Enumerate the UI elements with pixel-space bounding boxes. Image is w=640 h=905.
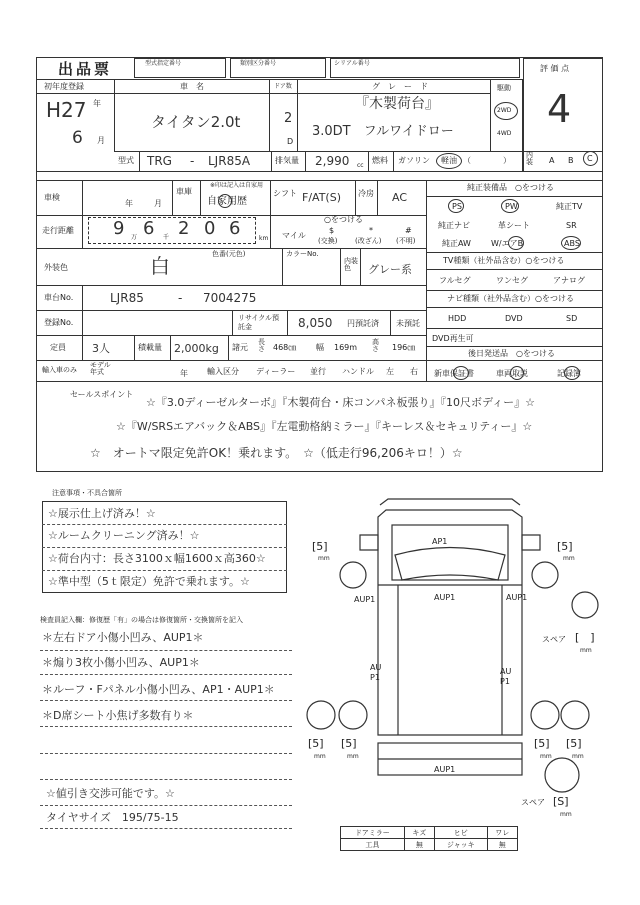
load-label: 積載量 xyxy=(138,343,162,352)
color-no-label: カラーNo. xyxy=(286,250,319,258)
mileage-digit: 9 xyxy=(113,218,125,239)
tire-rear-left-inner-icon xyxy=(339,701,367,729)
accessory-item: 記録簿 xyxy=(557,369,581,378)
import-class-label: 輸入区分 xyxy=(207,367,239,376)
mm-unit: mm xyxy=(580,647,592,654)
model-year-label: モデル年式 xyxy=(90,361,111,376)
capacity-label: 定員 xyxy=(50,343,66,352)
type-dash: - xyxy=(190,154,195,168)
chassis-prefix: LJR85 xyxy=(110,291,144,305)
first-reg-year: H27 xyxy=(46,98,87,122)
equip-item: PS xyxy=(452,202,462,211)
tire-rear-right-icon xyxy=(561,701,589,729)
damage-aup1-center: AUP1 xyxy=(434,593,456,602)
ac-value: AC xyxy=(392,191,408,204)
garage-label: 車庫 xyxy=(176,187,192,196)
damage-aup1-side-right: AU P1 xyxy=(500,667,512,686)
dealer-option: ディーラー xyxy=(256,367,296,376)
load-value: 2,000kg xyxy=(174,342,219,355)
mm-unit: mm xyxy=(318,555,330,562)
parallel-option: 並行 xyxy=(310,367,326,376)
mileage-digit: 6 xyxy=(143,218,155,239)
month-unit: 月 xyxy=(97,136,105,145)
equip-item: ABS xyxy=(564,239,580,248)
mm-unit: mm xyxy=(314,753,326,760)
first-reg-label: 初年度登録 xyxy=(44,82,84,91)
grade-label: グ レ ー ド xyxy=(372,82,428,91)
equip-item: W/エアB xyxy=(491,239,524,248)
tire-front-right-icon xyxy=(532,562,558,588)
mm-unit: mm xyxy=(563,555,575,562)
table-header: ワレ xyxy=(487,827,517,839)
fuel-diesel: 軽油 xyxy=(441,156,457,165)
accessory-item: 車両取説 xyxy=(496,369,528,378)
mileage-digit: 6 xyxy=(229,218,241,239)
model-year-unit: 年 xyxy=(180,369,188,378)
capacity-value: 3人 xyxy=(92,342,110,355)
table-cell: ジャッキ xyxy=(434,839,487,851)
fuel-gasoline: ガソリン xyxy=(398,156,430,165)
handle-label: ハンドル xyxy=(342,367,374,376)
accessories-label: 後日発送品 ○をつける xyxy=(468,349,555,358)
height-value: 196㎝ xyxy=(392,343,416,352)
inspector-line: ＊ルーフ・Fパネル小傷小凹み、AP1・AUP1＊ xyxy=(42,683,275,696)
door-sub: D xyxy=(287,137,294,146)
table-header: ドアミラー xyxy=(341,827,405,839)
type-code2: LJR85A xyxy=(208,154,251,168)
serial-label: シリアル番号 xyxy=(334,60,370,67)
man-unit: 万 xyxy=(131,234,138,241)
drive-4wd: 4WD xyxy=(497,130,512,137)
damage-aup1-side-left: AU P1 xyxy=(370,663,382,682)
table-header: ヒビ xyxy=(434,827,487,839)
shift-label: シフト xyxy=(273,189,297,198)
drive-2wd: 2WD xyxy=(497,107,512,114)
mark-exchange: (交換) xyxy=(318,237,338,245)
dims-label: 諸元 xyxy=(232,343,248,352)
model-code-label: 型式指定番号 xyxy=(145,60,182,67)
spare-label-top: スペア xyxy=(542,635,566,644)
import-label: 輸入車のみ xyxy=(42,366,77,374)
inspector-line: ＊D席シート小焦げ多数有り＊ xyxy=(42,709,194,722)
equip-item: 純正TV xyxy=(556,202,583,211)
spare-label-bottom: スペア xyxy=(521,798,545,807)
mm-unit: mm xyxy=(540,753,552,760)
fuel-other: （ ） xyxy=(463,156,511,165)
garage-value: 自家用歴 xyxy=(207,196,247,207)
tire-value-front-left: [5] xyxy=(312,540,328,553)
car-name-label: 車 名 xyxy=(180,82,204,91)
sales-label: セールスポイント xyxy=(70,390,134,399)
shift-value: F/AT(S) xyxy=(302,191,341,204)
interior-c: C xyxy=(587,154,593,163)
year-unit: 年 xyxy=(93,99,101,108)
damage-aup1-right: AUP1 xyxy=(506,593,528,602)
fuel-label: 燃料 xyxy=(372,156,388,165)
color-name-label: 色番(元色) xyxy=(212,250,246,258)
navi-type: SD xyxy=(566,314,578,323)
table-cell: 無 xyxy=(404,839,434,851)
ac-label: 冷房 xyxy=(358,189,374,198)
sales-line: ☆『3.0ディーゼルターボ』『木製荷台・床コンパネ板張り』『10尺ボディー』☆ xyxy=(146,396,536,409)
notes-line: ☆展示仕上げ済み！☆ xyxy=(48,507,156,520)
damage-aup1-bottom: AUP1 xyxy=(434,765,456,774)
tv-type: ワンセグ xyxy=(496,276,528,285)
mileage-digit: 0 xyxy=(204,218,216,239)
chassis-number: 7004275 xyxy=(203,291,257,305)
cc-unit: cc xyxy=(357,162,364,169)
equip-item: SR xyxy=(566,221,577,230)
tire-value-rear-right-outer: [5] xyxy=(566,737,582,750)
tire-value-front-right: [5] xyxy=(557,540,573,553)
accessory-item: 新車保証書 xyxy=(434,369,474,378)
interior-a: A xyxy=(549,156,555,165)
interior-color-label: 内装色 xyxy=(344,257,358,272)
tv-label: TV種類（社外品含む）○をつける xyxy=(443,256,565,265)
chassis-label: 車台No. xyxy=(44,293,74,302)
tire-value-rear-right-inner: [5] xyxy=(534,737,550,750)
spare-tire-bottom-icon xyxy=(545,758,579,792)
color-value: 白 xyxy=(150,254,170,278)
mark-altered-sym: * xyxy=(369,226,373,235)
class-label: 類別区分番号 xyxy=(240,60,277,67)
inspector-line: タイヤサイズ 195/75-15 xyxy=(46,811,179,824)
interior-b: B xyxy=(568,156,574,165)
navi-label: ナビ種類（社外品含む）○をつける xyxy=(447,294,574,303)
notes-label: 注意事項・不具合箇所 xyxy=(52,489,122,497)
form-title: 出品票 xyxy=(58,60,113,78)
spare-value-bottom: [S] xyxy=(553,795,569,808)
first-reg-month: 6 xyxy=(72,128,83,148)
inspector-line: ＊左右ドア小傷小凹み、AUP1＊ xyxy=(42,631,204,644)
notes-line: ☆荷台内寸：長さ3100ｘ幅1600ｘ高360☆ xyxy=(48,552,266,565)
tire-value-rear-left-outer: [5] xyxy=(308,737,324,750)
car-name: タイタン2.0t xyxy=(151,113,241,131)
inspector-line: ＊煽り3枚小傷小凹み、AUP1＊ xyxy=(42,656,200,669)
km-unit: km xyxy=(259,235,269,242)
tire-front-left-icon xyxy=(340,562,366,588)
notes-line: ☆ルームクリーニング済み！☆ xyxy=(48,529,200,542)
mileage-digit: 2 xyxy=(178,218,190,239)
width-value: 169m xyxy=(334,343,358,352)
score-label: 評 価 点 xyxy=(540,64,570,73)
notes-line: ☆準中型（5ｔ限定）免許で乗れます。☆ xyxy=(48,575,250,588)
garage-note: ※印は記入は自家用 xyxy=(210,182,264,189)
equip-item: 純正AW xyxy=(442,239,471,248)
inspector-label: 検査員記入欄：修復歴「有」の場合は修復箇所・交換箇所を記入 xyxy=(40,616,243,624)
plate-label: 登録No. xyxy=(44,318,74,327)
color-label: 外装色 xyxy=(44,263,68,272)
mile-label: マイル xyxy=(282,231,306,240)
interior-label: 内装 xyxy=(526,151,533,166)
inspection-label: 車検 xyxy=(44,193,60,202)
sales-line: ☆ オートマ限定免許OK！乗れます。 ☆（低走行96,206キロ！）☆ xyxy=(90,446,463,460)
navi-type: DVD xyxy=(505,314,523,323)
mark-unknown: (不明) xyxy=(396,237,416,245)
navi-type: HDD xyxy=(448,314,467,323)
tire-rear-right-inner-icon xyxy=(531,701,559,729)
interior-color-value: グレー系 xyxy=(368,263,412,276)
table-cell: 工具 xyxy=(341,839,405,851)
type-label: 型式 xyxy=(118,156,134,165)
displacement-label: 排気量 xyxy=(275,156,299,165)
recycle-none: 未預託 xyxy=(396,319,420,328)
damage-aup1-left: AUP1 xyxy=(354,595,376,604)
equipment-label: 純正装備品 ○をつける xyxy=(467,183,554,192)
mark-exchange-sym: $ xyxy=(329,226,335,235)
handle-left: 左 xyxy=(386,367,394,376)
mm-unit: mm xyxy=(572,753,584,760)
sen-unit: 千 xyxy=(163,234,170,241)
height-label: 高さ xyxy=(372,338,379,353)
mileage-label: 走行距離 xyxy=(42,226,74,235)
inspection-year: 年 xyxy=(125,199,133,208)
mark-altered: (改ざん) xyxy=(355,237,382,245)
equip-item: 純正ナビ xyxy=(438,221,470,230)
tools-table xyxy=(340,826,518,851)
dvd-label: DVD再生可 xyxy=(432,334,474,343)
length-label: 長さ xyxy=(258,338,265,353)
spare-tire-top-icon xyxy=(572,592,598,618)
recycle-label: リサイクル預託金 xyxy=(238,314,280,331)
mark-unknown-sym: # xyxy=(405,226,412,235)
width-label: 幅 xyxy=(316,343,324,352)
doors-label: ドア数 xyxy=(274,83,292,90)
tire-value-rear-left-inner: [5] xyxy=(341,737,357,750)
tire-rear-left-icon xyxy=(307,701,335,729)
equip-item: 革シート xyxy=(498,221,530,230)
spare-value-top: [ ] xyxy=(575,631,595,644)
mark-note: ○をつける xyxy=(324,215,363,224)
length-value: 468㎝ xyxy=(273,343,297,352)
equip-item: PW xyxy=(505,202,518,211)
chassis-dash: - xyxy=(178,291,183,305)
inspector-line: ☆値引き交渉可能です。☆ xyxy=(46,787,175,800)
displacement-value: 2,990 xyxy=(315,154,350,168)
damage-ap1: AP1 xyxy=(432,537,448,546)
sales-line: ☆『W/SRSエアバック＆ABS』『左電動格納ミラー』『キーレス＆セキュリティー』☆ xyxy=(116,420,533,433)
grade-line2: 3.0DT フルワイドロー xyxy=(312,124,454,139)
tv-type: アナログ xyxy=(553,276,585,285)
doors-value: 2 xyxy=(284,111,293,126)
handle-right: 右 xyxy=(410,367,418,376)
type-code1: TRG xyxy=(147,154,172,168)
drive-label: 駆動 xyxy=(497,84,511,92)
mm-unit: mm xyxy=(347,753,359,760)
mm-unit: mm xyxy=(560,811,572,818)
grade-line1: 『木製荷台』 xyxy=(355,96,439,112)
score-value: 4 xyxy=(547,87,572,131)
recycle-status: 円預託済 xyxy=(347,319,379,328)
table-cell: 無 xyxy=(487,839,517,851)
inspection-month: 月 xyxy=(154,199,162,208)
table-header: キズ xyxy=(404,827,434,839)
tv-type: フルセグ xyxy=(439,276,471,285)
recycle-value: 8,050 xyxy=(298,316,333,330)
